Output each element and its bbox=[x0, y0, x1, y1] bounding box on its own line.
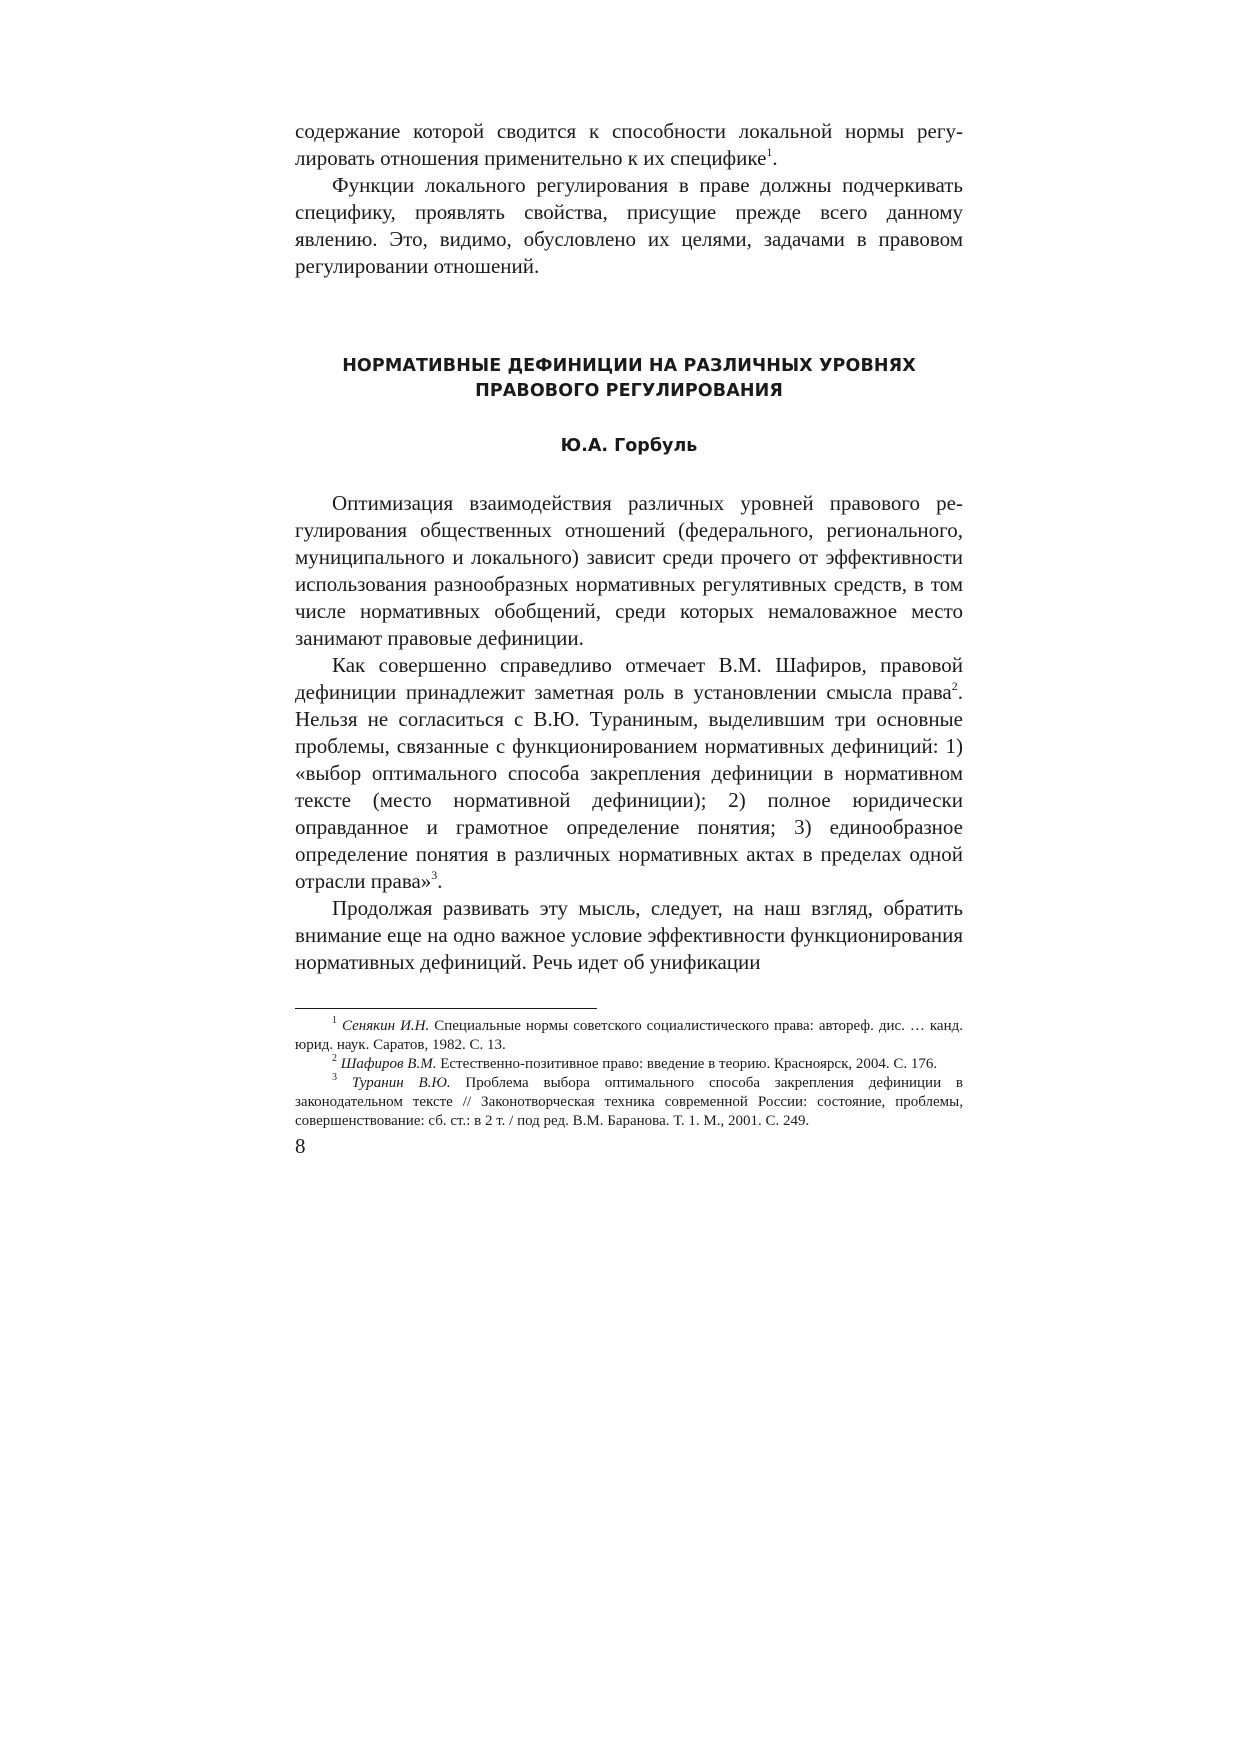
article-paragraph-2-part-b: . Нельзя не согласиться с В.Ю. Тураниным, выделившим три основные проблемы, связанные с функционированием нормативных дефиниций: 1) «выбор оптимального способа закрепления дефиниции в нормативном тексте (место нормативной дефиниции); 2) полное юридически оправданное и грамотное определение понятия; 3) единообразное определение понятия в различных нормативных актах в пределах одной отрасли права» bbox=[295, 680, 963, 893]
footnote-text: Специальные нормы советского социалистического права: автореф. дис. … канд. юрид. наук. Саратов, 1982. С. 13. bbox=[295, 1018, 963, 1053]
footnote-1 bbox=[295, 1017, 963, 1055]
article-author: Ю.А. Горбуль bbox=[560, 436, 698, 456]
intro-paragraph-1-text: содержание которой сводится к способности локальной нормы регулировать отношения применительно к их специфике bbox=[295, 119, 963, 170]
page-content bbox=[295, 118, 963, 1160]
article-title-line-1: НОРМАТИВНЫЕ ДЕФИНИЦИИ НА РАЗЛИЧНЫХ УРОВНЯХ bbox=[342, 356, 916, 376]
footnote-2 bbox=[295, 1055, 963, 1074]
footnote-text: Естественно-позитивное право: введение в теорию. Красноярск, 2004. С. 176. bbox=[436, 1056, 938, 1072]
footnote-text: Проблема выбора оптимального способа закрепления дефиниции в законодательном тексте // Законотворческая техника современной России: состояние, проблемы, совершенствование: сб. ст.: в 2 т. / под ред. В.М. Баранова. Т. 1. М., 2001. С. 249. bbox=[295, 1075, 963, 1129]
footnote-author: Сенякин И.Н. bbox=[341, 1018, 430, 1034]
footnote-number: 2 bbox=[332, 1053, 337, 1064]
article-paragraph-2-end: . bbox=[437, 869, 443, 893]
footnote-number: 1 bbox=[332, 1015, 337, 1026]
footnote-author: Туранин В.Ю. bbox=[351, 1075, 451, 1091]
article-title-line-2: ПРАВОВОГО РЕГУЛИРОВАНИЯ bbox=[475, 381, 783, 401]
footnotes bbox=[295, 1017, 963, 1131]
article-body bbox=[295, 490, 963, 976]
footnote-ref-1: 1 bbox=[766, 145, 773, 159]
article-paragraph-2 bbox=[295, 652, 963, 895]
footnote-3 bbox=[295, 1074, 963, 1131]
article-paragraph-2-part-a: Как совершенно справедливо отмечает В.М. Шафиров, правовой дефиниции принадлежит заметная роль в установлении смысла права bbox=[295, 653, 963, 704]
footnote-divider bbox=[295, 1008, 597, 1009]
footnote-author: Шафиров В.М. bbox=[340, 1056, 437, 1072]
intro-paragraph-1-end: . bbox=[772, 146, 778, 170]
page-number: 8 bbox=[295, 1134, 306, 1158]
footnote-ref-3: 3 bbox=[431, 868, 438, 882]
footnote-number: 3 bbox=[332, 1072, 337, 1083]
article-paragraph-1: Оптимизация взаимодействия различных уровней правового регулирования общественных отношений (федерального, регионального, муниципального и локального) зависит среди прочего от эффективности использования разнообразных нормативных регулятивных средств, в том числе нормативных обобщений, среди которых немаловажное место занимают правовые дефиниции. bbox=[295, 491, 963, 650]
article-title bbox=[295, 354, 963, 404]
intro-paragraph-1 bbox=[295, 118, 963, 172]
intro-paragraph-2: Функции локального регулирования в праве должны подчеркивать специфику, проявлять свойства, присущие прежде всего данному явлению. Это, видимо, обусловлено их целями, задачами в правовом регулировании отношений. bbox=[295, 173, 963, 278]
article-paragraph-3: Продолжая развивать эту мысль, следует, на наш взгляд, обратить внимание еще на одно важное условие эффективности функционирования нормативных дефиниций. Речь идет об унификации bbox=[295, 896, 963, 974]
footnote-ref-2: 2 bbox=[951, 679, 958, 693]
